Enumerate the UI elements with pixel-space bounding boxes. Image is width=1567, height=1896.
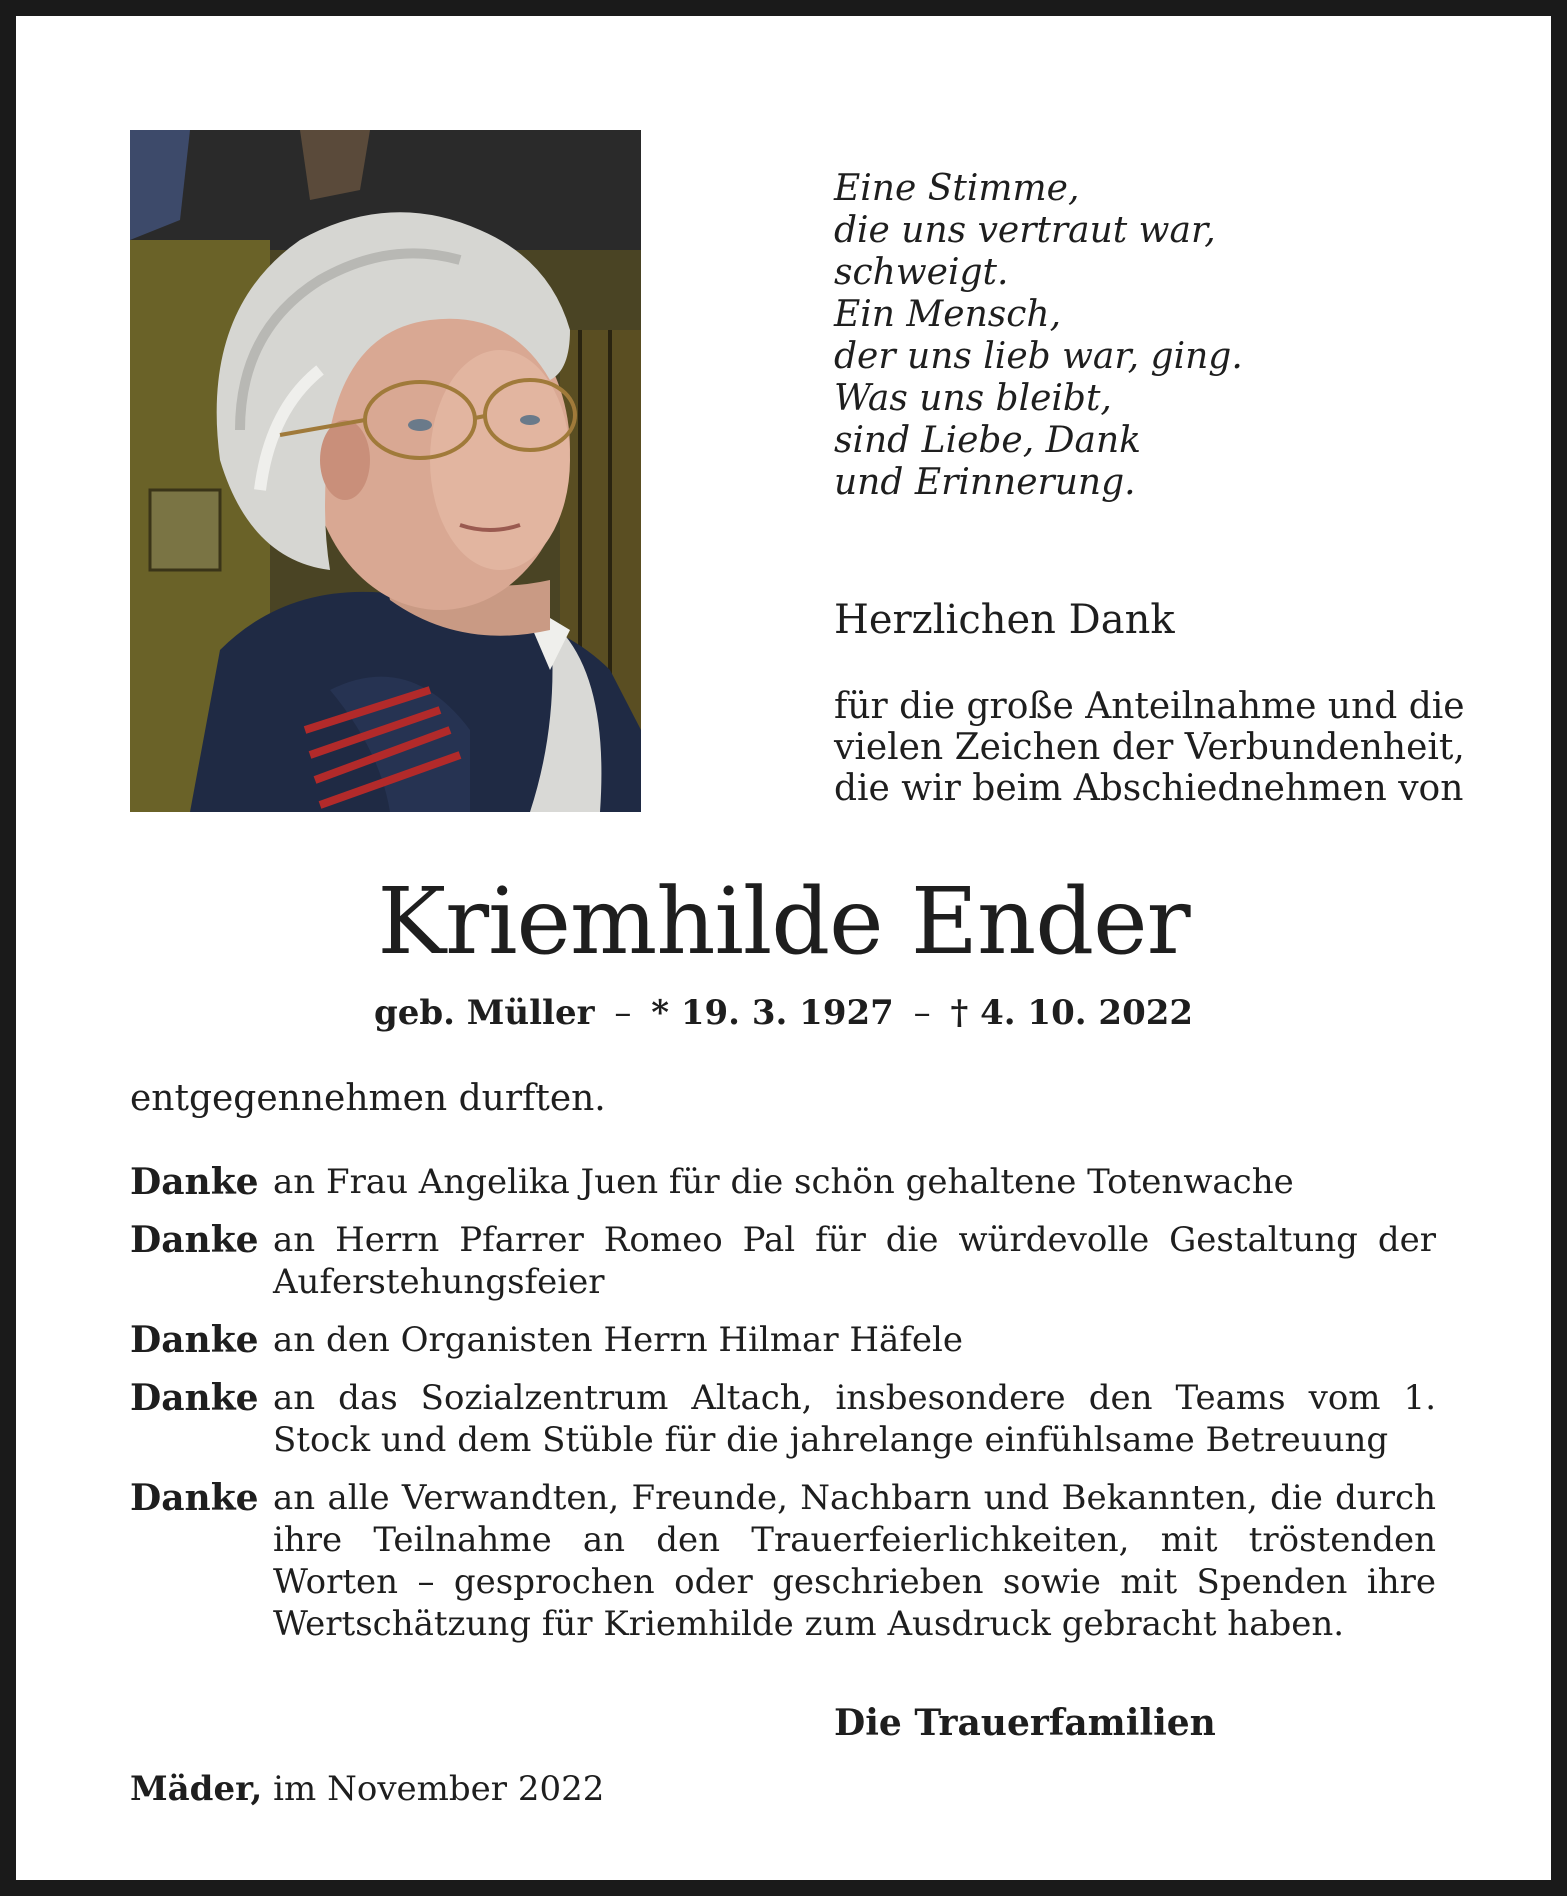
signature: Die Trauerfamilien (834, 1702, 1216, 1744)
danke-text: an den Organisten Herrn Hilmar Häfele (273, 1320, 964, 1360)
danke-item (130, 1477, 1436, 1645)
date-separator: – (614, 993, 632, 1033)
death-date: † 4. 10. 2022 (950, 993, 1194, 1033)
poem-line: schweigt. (834, 252, 1009, 293)
danke-label: Danke (130, 1377, 259, 1419)
date: im November 2022 (273, 1769, 605, 1809)
poem-line: und Erinnerung. (834, 462, 1136, 503)
danke-text: an alle Verwandten, Freunde, Nachbarn und Bekannten, die durch ihre Teilnahme an den Trauerfeierlichkeiten, mit tröstenden Worten – gesprochen oder geschrieben sowie mit Spenden ihre Wertschätzung für Kriemhilde zum Ausdruck gebracht haben. (273, 1478, 1436, 1644)
maiden-name: geb. Müller (373, 993, 595, 1033)
accepted-text: entgegennehmen durften. (130, 1078, 606, 1119)
poem-line: sind Liebe, Dank (834, 420, 1141, 461)
place: Mäder, (130, 1769, 263, 1809)
place-date (130, 1766, 604, 1812)
danke-item (130, 1219, 1436, 1303)
danke-label: Danke (130, 1477, 259, 1519)
danke-label: Danke (130, 1219, 259, 1261)
danke-label: Danke (130, 1161, 259, 1203)
intro-line: die wir beim Abschiednehmen von (834, 768, 1464, 809)
danke-text: an das Sozialzentrum Altach, insbesondere den Teams vom 1. Stock und dem Stüble für die jahrelange einfühlsame Betreuung (273, 1378, 1436, 1460)
date-separator: – (913, 993, 931, 1033)
life-dates (0, 990, 1567, 1036)
danke-item (130, 1319, 1436, 1361)
intro-line: für die große Anteilnahme und die (834, 686, 1465, 727)
intro-line: vielen Zeichen der Verbundenheit, (834, 727, 1465, 768)
portrait-photo (130, 130, 641, 812)
thanks-heading: Herzlichen Dank (834, 597, 1175, 643)
poem-line: Was uns bleibt, (834, 378, 1112, 419)
danke-label: Danke (130, 1319, 259, 1361)
danke-item (130, 1377, 1436, 1461)
deceased-name: Kriemhilde Ender (377, 868, 1190, 975)
poem-line: Eine Stimme, (834, 168, 1080, 209)
danke-text: an Frau Angelika Juen für die schön gehaltene Totenwache (273, 1162, 1294, 1202)
poem-line: die uns vertraut war, (834, 210, 1216, 251)
poem-line: der uns lieb war, ging. (834, 336, 1243, 377)
danke-text: an Herrn Pfarrer Romeo Pal für die würdevolle Gestaltung der Auferstehungsfeier (273, 1220, 1436, 1302)
birth-date: * 19. 3. 1927 (651, 993, 894, 1033)
poem (834, 168, 1354, 504)
danke-item (130, 1161, 1436, 1203)
intro-text (834, 686, 1465, 809)
poem-line: Ein Mensch, (834, 294, 1062, 335)
danke-list (130, 1161, 1436, 1661)
